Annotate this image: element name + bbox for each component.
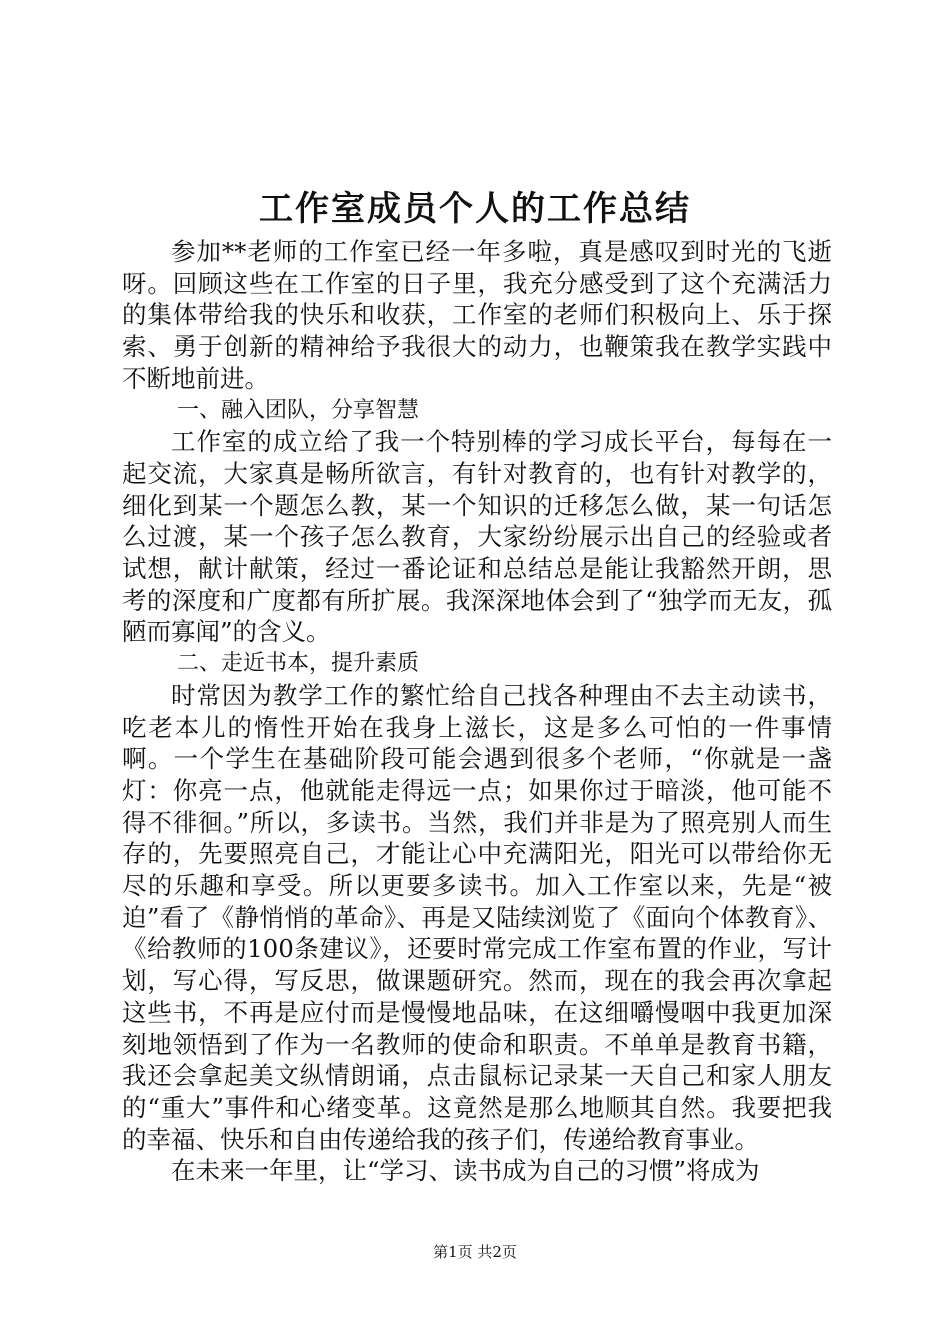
document-body <box>122 236 832 1187</box>
page-number-footer: 第1页 共2页 <box>433 1243 517 1261</box>
document-title: 工作室成员个人的工作总结 <box>259 189 691 229</box>
section-heading: 一、融入团队，分享智慧 <box>177 397 420 423</box>
paragraph: 时常因为教学工作的繁忙给自己找各种理由不去主动读书，吃老本儿的惰性开始在我身上滋长，这是多么可怕的一件事情啊。一个学生在基础阶段可能会遇到很多个老师，“你就是一盏灯：你亮一点，他就能走得远一点；如果你过于暗淡，他可能不得不徘徊。”所以，多读书。当然，我们并非是为了照亮别人而生存的，先要照亮自己，才能让心中充满阳光，阳光可以带给你无尽的乐趣和享受。所以更要多读书。加入工作室以来，先是“被迫”看了《静悄悄的革命》、再是又陆续浏览了《面向个体教育》、《给教师的100条建议》，还要时常完成工作室布置的作业，写计划，写心得，写反思，做课题研究。然而，现在的我会再次拿起这些书，不再是应付而是慢慢地品味，在这细嚼慢咽中我更加深刻地领悟到了作为一名教师的使命和职责。不单单是教育书籍，我还会拿起美文纵情朗诵，点击鼠标记录某一天自己和家人朋友的“重大”事件和心绪变革。这竟然是那么地顺其自然。我要把我的幸福、快乐和自由传递给我的孩子们，传递给教育事业。 <box>122 680 832 1154</box>
paragraph: 参加**老师的工作室已经一年多啦，真是感叹到时光的飞逝呀。回顾这些在工作室的日子里，我充分感受到了这个充满活力的集体带给我的快乐和收获，工作室的老师们积极向上、乐于探索、勇于创新的精神给予我很大的动力，也鞭策我在教学实践中不断地前进。 <box>122 237 832 393</box>
paragraph: 工作室的成立给了我一个特别棒的学习成长平台，每每在一起交流，大家真是畅所欲言，有针对教育的，也有针对教学的，细化到某一个题怎么教，某一个知识的迁移怎么做，某一句话怎么过渡，某一个孩子怎么教育，大家纷纷展示出自己的经验或者试想，献计献策，经过一番论证和总结总是能让我豁然开朗，思考的深度和广度都有所扩展。我深深地体会到了“独学而无友，孤陋而寡闻”的含义。 <box>122 427 832 647</box>
paragraph: 在未来一年里，让“学习、读书成为自己的习惯”将成为 <box>171 1156 760 1186</box>
section-heading: 二、走近书本，提升素质 <box>177 651 420 677</box>
